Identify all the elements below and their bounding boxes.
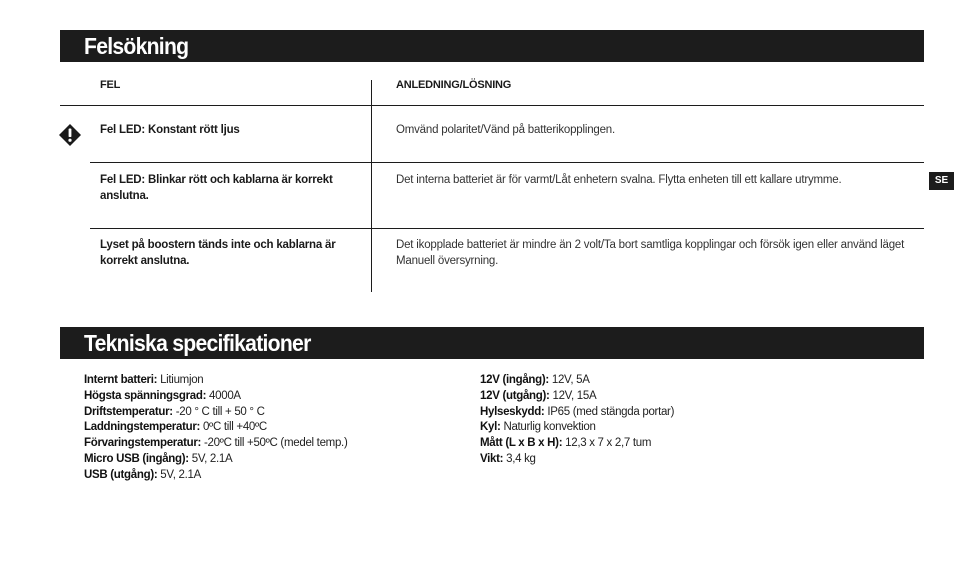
spec-label: Förvaringstemperatur: bbox=[84, 437, 202, 450]
spec-value: Litiumjon bbox=[160, 374, 204, 386]
spec-value: -20 ° C till + 50 ° C bbox=[175, 405, 265, 418]
spec-value: 5V, 2.1A bbox=[191, 452, 233, 465]
table-row-fault: Lyset på boostern tänds inte och kablarna är korrekt anslutna. bbox=[100, 239, 336, 267]
warning-icon bbox=[59, 124, 81, 146]
specs-header-bar bbox=[60, 327, 924, 359]
table-row-divider bbox=[90, 162, 924, 163]
spec-row bbox=[84, 452, 347, 468]
spec-label: Hylseskydd: bbox=[480, 405, 545, 418]
spec-value: 12,3 x 7 x 2,7 tum bbox=[565, 437, 652, 450]
table-column-divider bbox=[371, 80, 372, 292]
table-row-fault: Fel LED: Konstant rött ljus bbox=[100, 124, 240, 136]
spec-label: Högsta spänningsgrad: bbox=[84, 389, 207, 402]
spec-value: 4000A bbox=[209, 389, 241, 402]
spec-label: Kyl: bbox=[480, 421, 501, 434]
troubleshooting-header-bar bbox=[60, 30, 924, 62]
spec-value: Naturlig konvektion bbox=[503, 421, 596, 434]
table-row-cause: Det interna batteriet är för varmt/Låt enhetern svalna. Flytta enheten till ett kallare utrymme. bbox=[396, 174, 842, 186]
spec-row bbox=[84, 373, 347, 389]
spec-row bbox=[480, 405, 674, 421]
spec-row bbox=[480, 452, 674, 468]
specs-list-left bbox=[84, 373, 347, 484]
table-row-cause: Det ikopplade batteriet är mindre än 2 volt/Ta bort samtliga kopplingar och försök igen eller använd läget Manuell översyrning. bbox=[396, 239, 905, 267]
table-row-fault: Fel LED: Blinkar rött och kablarna är korrekt anslutna. bbox=[100, 174, 333, 202]
troubleshooting-title: Felsökning bbox=[84, 33, 189, 59]
spec-label: Internt batteri: bbox=[84, 374, 158, 386]
spec-label: Laddningstemperatur: bbox=[84, 421, 201, 434]
spec-label: Micro USB (ingång): bbox=[84, 452, 189, 465]
spec-value: 3,4 kg bbox=[506, 452, 536, 465]
column-header-cause: ANLEDNING/LÖSNING bbox=[396, 79, 512, 91]
spec-label: USB (utgång): bbox=[84, 468, 158, 481]
table-row-cause: Omvänd polaritet/Vänd på batterikopplingen. bbox=[396, 124, 615, 136]
spec-label: Mått (L x B x H): bbox=[480, 437, 563, 450]
spec-row bbox=[480, 373, 674, 389]
spec-row bbox=[84, 436, 347, 452]
spec-value: -20ºC till +50ºC (medel temp.) bbox=[203, 437, 348, 450]
spec-label: 12V (utgång): bbox=[480, 389, 550, 402]
spec-value: 0ºC till +40ºC bbox=[202, 421, 267, 434]
language-badge: SE bbox=[929, 172, 954, 190]
spec-value: 5V, 2.1A bbox=[160, 468, 201, 481]
column-header-fault: FEL bbox=[100, 79, 121, 91]
spec-row bbox=[84, 420, 347, 436]
spec-label: Driftstemperatur: bbox=[84, 405, 173, 418]
spec-row bbox=[84, 468, 347, 484]
spec-row bbox=[480, 389, 674, 405]
spec-value: 12V, 5A bbox=[551, 374, 590, 386]
spec-row bbox=[480, 436, 674, 452]
spec-row bbox=[480, 420, 674, 436]
specs-list-right bbox=[480, 373, 674, 468]
spec-row bbox=[84, 389, 347, 405]
spec-value: IP65 (med stängda portar) bbox=[547, 405, 675, 418]
specs-title: Tekniska specifikationer bbox=[84, 330, 311, 356]
spec-value: 12V, 15A bbox=[552, 389, 597, 402]
spec-row bbox=[84, 405, 347, 421]
table-header-divider bbox=[60, 105, 924, 106]
table-row-divider bbox=[90, 228, 924, 229]
spec-label: 12V (ingång): bbox=[480, 374, 549, 386]
spec-label: Vikt: bbox=[480, 452, 504, 465]
